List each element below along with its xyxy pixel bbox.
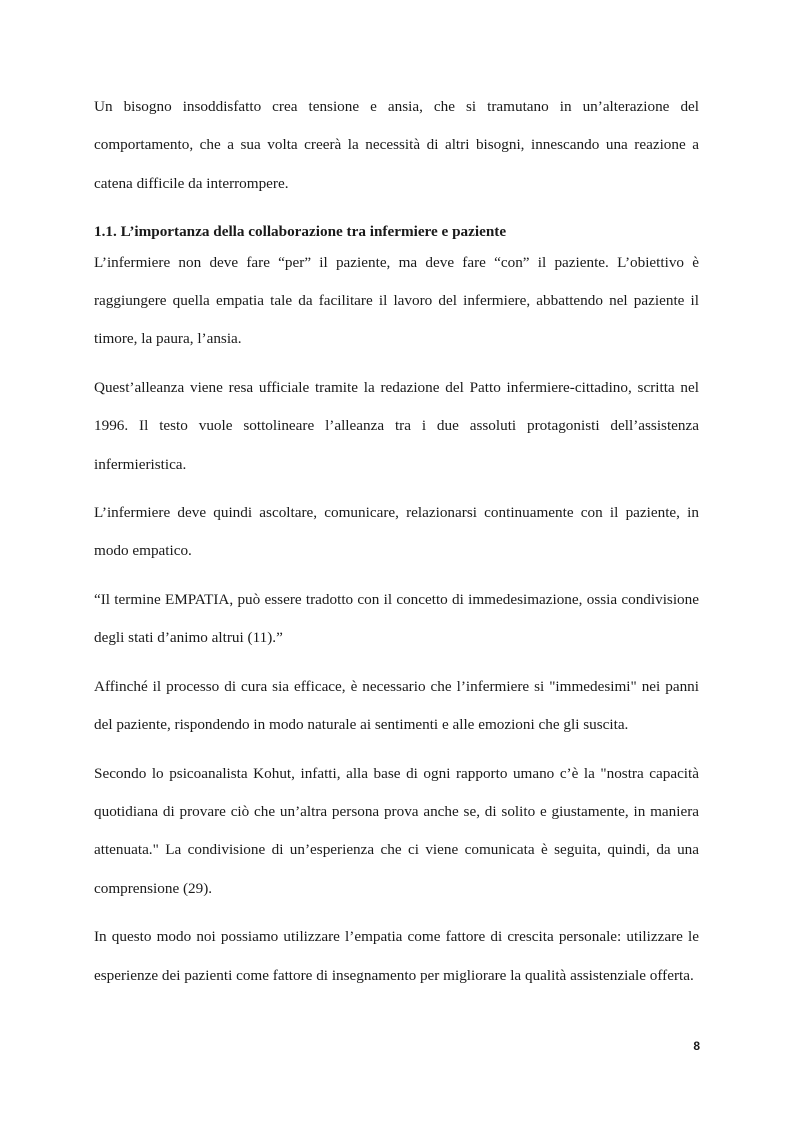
paragraph-empatia-quote: “Il termine EMPATIA, può essere tradotto con il concetto di immedesimazione, ossia condivisione degli stati d’animo altrui (11).” [94, 590, 699, 647]
section-heading: 1.1. L’importanza della collaborazione tra infermiere e paziente [94, 223, 507, 241]
paragraph-ascoltare: L’infermiere deve quindi ascoltare, comunicare, relazionarsi continuamente con il paziente, in modo empatico. [94, 504, 699, 560]
paragraph-kohut: Secondo lo psicoanalista Kohut, infatti, alla base di ogni rapporto umano c’è la "nostra capacità quotidiana di provare ciò che un’altra persona prova anche se, di solito e giustamente, in maniera attenuata." La condivisione di un’esperienza che ci viene comunicata è seguita, quindi, da una comprensione (29). [94, 764, 699, 897]
intro-paragraph: Un bisogno insoddisfatto crea tensione e ansia, che si tramutano in un’alterazione del comportamento, che a sua volta creerà la necessità di altri bisogni, innescando una reazione a catena difficile da interrompere. [94, 98, 699, 192]
paragraph-immedesimi: Affinché il processo di cura sia efficace, è necessario che l’infermiere si "immedesimi" nei panni del paziente, rispondendo in modo naturale ai sentimenti e alle emozioni che gli suscita. [94, 677, 699, 734]
paragraph-patto: Quest’alleanza viene resa ufficiale tramite la redazione del Patto infermiere-cittadino, scritta nel 1996. Il testo vuole sottolineare l’alleanza tra i due assoluti protagonisti dell’assistenza infermieristica. [94, 378, 699, 473]
page-number: 8 [693, 1039, 700, 1053]
paragraph-collaboration: L’infermiere non deve fare “per” il paziente, ma deve fare “con” il paziente. L’obiettivo è raggiungere quella empatia tale da facilitare il lavoro del infermiere, abbattendo nel paziente il timore, la paura, l’ansia. [94, 253, 699, 348]
document-page [94, 88, 699, 995]
paragraph-crescita: In questo modo noi possiamo utilizzare l’empatia come fattore di crescita personale: utilizzare le esperienze dei pazienti come fattore di insegnamento per migliorare la qualità assistenziale offerta. [94, 928, 699, 984]
